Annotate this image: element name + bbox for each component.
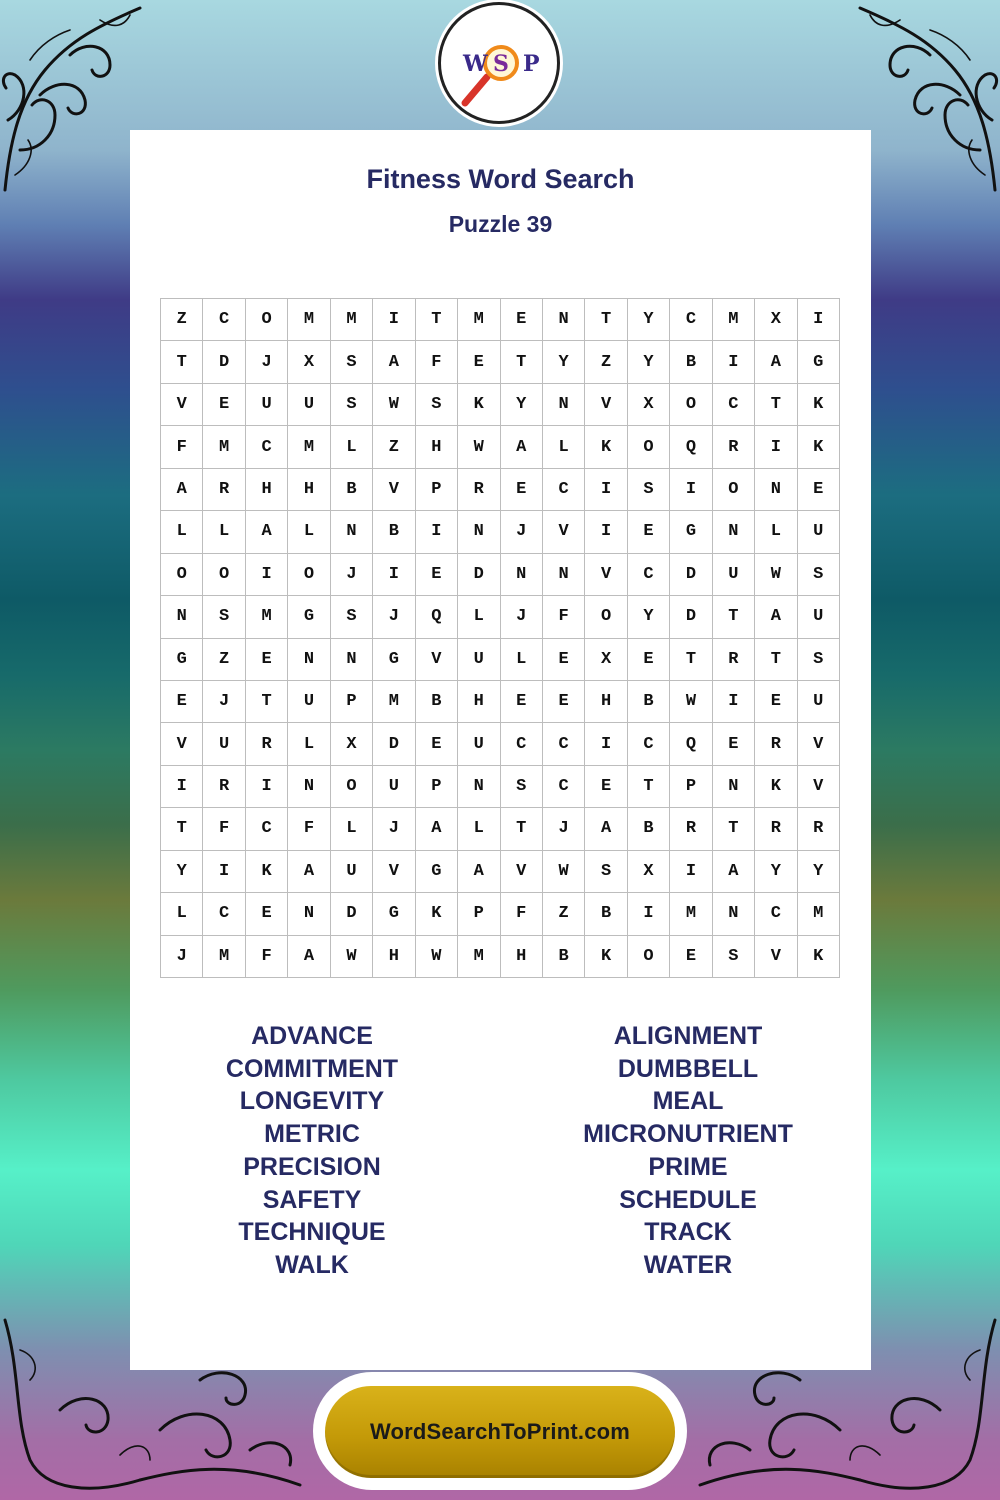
word-list-item: DUMBBELL — [617, 1054, 759, 1083]
grid-cell[interactable]: J — [501, 511, 543, 553]
grid-cell[interactable]: W — [331, 936, 373, 978]
grid-cell[interactable]: R — [798, 808, 840, 850]
grid-cell[interactable]: A — [755, 596, 797, 638]
grid-cell[interactable]: O — [203, 554, 245, 596]
grid-cell[interactable]: O — [713, 469, 755, 511]
grid-cell[interactable]: N — [713, 511, 755, 553]
grid-cell[interactable]: K — [585, 426, 627, 468]
grid-cell[interactable]: T — [755, 384, 797, 426]
grid-cell[interactable]: A — [713, 851, 755, 893]
grid-cell[interactable]: I — [755, 426, 797, 468]
grid-cell[interactable]: T — [161, 808, 203, 850]
grid-cell[interactable]: R — [203, 766, 245, 808]
word-list-item: PRIME — [648, 1152, 728, 1181]
ornament-top-left — [0, 0, 150, 210]
grid-cell[interactable]: E — [585, 766, 627, 808]
grid-cell[interactable]: I — [203, 851, 245, 893]
grid-cell[interactable]: Y — [755, 851, 797, 893]
grid-cell[interactable]: P — [416, 766, 458, 808]
grid-cell[interactable]: C — [543, 469, 585, 511]
grid-cell[interactable]: T — [501, 808, 543, 850]
grid-cell[interactable]: C — [203, 893, 245, 935]
grid-cell[interactable]: N — [543, 554, 585, 596]
grid-cell[interactable]: T — [501, 341, 543, 383]
grid-cell[interactable]: H — [288, 469, 330, 511]
grid-cell[interactable]: X — [628, 384, 670, 426]
grid-cell[interactable]: L — [288, 723, 330, 765]
grid-cell[interactable]: R — [246, 723, 288, 765]
grid-cell[interactable]: M — [331, 299, 373, 341]
grid-cell[interactable]: Y — [161, 851, 203, 893]
grid-cell[interactable]: T — [161, 341, 203, 383]
website-link-button[interactable]: WordSearchToPrint.com — [325, 1386, 675, 1478]
grid-cell[interactable]: F — [501, 893, 543, 935]
grid-cell[interactable]: L — [331, 808, 373, 850]
grid-cell[interactable]: E — [543, 681, 585, 723]
grid-cell[interactable]: A — [755, 341, 797, 383]
grid-cell[interactable]: L — [458, 596, 500, 638]
grid-cell[interactable]: R — [713, 426, 755, 468]
grid-cell[interactable]: L — [161, 511, 203, 553]
grid-cell[interactable]: I — [246, 766, 288, 808]
grid-cell[interactable]: T — [713, 808, 755, 850]
grid-cell[interactable]: E — [458, 341, 500, 383]
grid-cell[interactable]: I — [585, 469, 627, 511]
word-list-item: METRIC — [264, 1120, 360, 1149]
grid-cell[interactable]: M — [798, 893, 840, 935]
grid-cell[interactable]: M — [458, 299, 500, 341]
grid-cell[interactable]: L — [543, 426, 585, 468]
grid-cell[interactable]: T — [585, 299, 627, 341]
grid-cell[interactable]: P — [331, 681, 373, 723]
grid-cell[interactable]: C — [543, 766, 585, 808]
grid-cell[interactable]: A — [161, 469, 203, 511]
grid-cell[interactable]: G — [416, 851, 458, 893]
grid-cell[interactable]: Q — [416, 596, 458, 638]
grid-cell[interactable]: N — [331, 511, 373, 553]
grid-cell[interactable]: S — [501, 766, 543, 808]
grid-cell[interactable]: E — [246, 893, 288, 935]
grid-cell[interactable]: O — [628, 426, 670, 468]
word-list-item: ADVANCE — [251, 1022, 373, 1050]
grid-cell[interactable]: E — [755, 681, 797, 723]
grid-cell[interactable]: P — [458, 893, 500, 935]
grid-cell[interactable]: Z — [203, 639, 245, 681]
grid-cell[interactable]: Y — [628, 299, 670, 341]
grid-cell[interactable]: C — [501, 723, 543, 765]
grid-cell[interactable]: N — [458, 766, 500, 808]
grid-cell[interactable]: W — [755, 554, 797, 596]
grid-cell[interactable]: N — [161, 596, 203, 638]
grid-cell[interactable]: X — [331, 723, 373, 765]
grid-cell[interactable]: P — [416, 469, 458, 511]
logo-letter-w: W — [463, 51, 488, 77]
grid-cell[interactable]: P — [670, 766, 712, 808]
grid-cell[interactable]: J — [161, 936, 203, 978]
logo-letter-s: S — [493, 51, 509, 77]
grid-cell[interactable]: I — [670, 469, 712, 511]
grid-cell[interactable]: E — [501, 299, 543, 341]
grid-cell[interactable]: O — [161, 554, 203, 596]
grid-cell[interactable]: C — [246, 808, 288, 850]
grid-cell[interactable]: I — [670, 851, 712, 893]
grid-cell[interactable]: G — [161, 639, 203, 681]
grid-cell[interactable]: L — [161, 893, 203, 935]
grid-cell[interactable]: M — [288, 299, 330, 341]
grid-cell[interactable]: Q — [670, 723, 712, 765]
grid-cell[interactable]: C — [628, 723, 670, 765]
grid-cell[interactable]: I — [713, 341, 755, 383]
grid-cell[interactable]: M — [203, 426, 245, 468]
grid-cell[interactable]: L — [288, 511, 330, 553]
ornament-top-right — [850, 0, 1000, 210]
grid-cell[interactable]: N — [458, 511, 500, 553]
grid-cell[interactable]: S — [798, 639, 840, 681]
grid-cell[interactable]: K — [416, 893, 458, 935]
word-list-item: WALK — [275, 1250, 349, 1279]
grid-cell[interactable]: K — [246, 851, 288, 893]
grid-cell[interactable]: I — [373, 299, 415, 341]
logo-letter-p: P — [523, 51, 540, 77]
grid-cell[interactable]: U — [288, 681, 330, 723]
grid-cell[interactable]: L — [331, 426, 373, 468]
grid-cell[interactable]: T — [670, 639, 712, 681]
grid-cell[interactable]: E — [628, 511, 670, 553]
word-list-item: TRACK — [644, 1218, 732, 1247]
grid-cell[interactable]: A — [373, 341, 415, 383]
grid-cell[interactable]: M — [203, 936, 245, 978]
grid-cell[interactable]: N — [331, 639, 373, 681]
word-list-item: SAFETY — [262, 1185, 362, 1214]
grid-cell[interactable]: W — [416, 936, 458, 978]
grid-cell[interactable]: C — [755, 893, 797, 935]
grid-cell[interactable]: E — [416, 554, 458, 596]
grid-cell[interactable]: F — [416, 341, 458, 383]
grid-cell[interactable]: N — [288, 766, 330, 808]
grid-cell[interactable]: K — [798, 936, 840, 978]
grid-cell[interactable]: U — [203, 723, 245, 765]
grid-cell[interactable]: H — [585, 681, 627, 723]
grid-cell[interactable]: U — [798, 681, 840, 723]
grid-cell[interactable]: V — [161, 723, 203, 765]
grid-cell[interactable]: J — [203, 681, 245, 723]
grid-cell[interactable]: R — [670, 808, 712, 850]
grid-cell[interactable]: F — [161, 426, 203, 468]
grid-cell[interactable]: O — [288, 554, 330, 596]
grid-cell[interactable]: U — [331, 851, 373, 893]
word-list-item: TECHNIQUE — [238, 1218, 386, 1247]
grid-cell[interactable]: W — [670, 681, 712, 723]
grid-cell[interactable]: M — [458, 936, 500, 978]
grid-cell[interactable]: E — [628, 639, 670, 681]
grid-cell[interactable]: W — [543, 851, 585, 893]
grid-cell[interactable]: A — [288, 851, 330, 893]
grid-cell[interactable]: U — [798, 511, 840, 553]
grid-cell[interactable]: Y — [543, 341, 585, 383]
grid-cell[interactable]: E — [713, 723, 755, 765]
grid-cell[interactable]: J — [543, 808, 585, 850]
grid-cell[interactable]: C — [628, 554, 670, 596]
grid-cell[interactable]: O — [246, 299, 288, 341]
grid-cell[interactable]: C — [543, 723, 585, 765]
grid-cell[interactable]: A — [288, 936, 330, 978]
grid-cell[interactable]: B — [670, 341, 712, 383]
grid-cell[interactable]: B — [628, 808, 670, 850]
grid-cell[interactable]: I — [798, 299, 840, 341]
grid-cell[interactable]: M — [670, 893, 712, 935]
grid-cell[interactable]: I — [161, 766, 203, 808]
site-logo[interactable] — [438, 2, 560, 124]
grid-cell[interactable]: T — [755, 639, 797, 681]
grid-cell[interactable]: Z — [543, 893, 585, 935]
grid-cell[interactable]: T — [416, 299, 458, 341]
grid-cell[interactable]: T — [713, 596, 755, 638]
grid-cell[interactable]: M — [373, 681, 415, 723]
grid-cell[interactable]: V — [416, 639, 458, 681]
grid-cell[interactable]: K — [798, 426, 840, 468]
grid-cell[interactable]: G — [670, 511, 712, 553]
grid-cell[interactable]: I — [416, 511, 458, 553]
grid-cell[interactable]: C — [670, 299, 712, 341]
grid-cell[interactable]: N — [713, 766, 755, 808]
grid-cell[interactable]: N — [501, 554, 543, 596]
word-list-right — [538, 1020, 838, 1282]
grid-cell[interactable]: U — [288, 384, 330, 426]
grid-cell[interactable]: E — [501, 681, 543, 723]
grid-cell[interactable]: V — [373, 469, 415, 511]
grid-cell[interactable]: K — [755, 766, 797, 808]
grid-cell[interactable]: X — [755, 299, 797, 341]
grid-cell[interactable]: M — [288, 426, 330, 468]
grid-cell[interactable]: E — [416, 723, 458, 765]
word-list-item: WATER — [643, 1250, 733, 1279]
grid-cell[interactable]: O — [628, 936, 670, 978]
grid-cell[interactable]: D — [203, 341, 245, 383]
grid-cell[interactable]: Z — [161, 299, 203, 341]
grid-cell[interactable]: Z — [373, 426, 415, 468]
grid-cell[interactable]: J — [246, 341, 288, 383]
grid-cell[interactable]: R — [203, 469, 245, 511]
grid-cell[interactable]: R — [755, 808, 797, 850]
grid-cell[interactable]: M — [246, 596, 288, 638]
grid-cell[interactable]: J — [501, 596, 543, 638]
grid-cell[interactable]: Z — [585, 341, 627, 383]
grid-cell[interactable]: J — [331, 554, 373, 596]
grid-cell[interactable]: H — [501, 936, 543, 978]
grid-cell[interactable]: W — [373, 384, 415, 426]
word-list-item: COMMITMENT — [225, 1054, 399, 1083]
grid-cell[interactable]: D — [670, 554, 712, 596]
grid-cell[interactable]: Y — [798, 851, 840, 893]
grid-cell[interactable]: I — [713, 681, 755, 723]
grid-cell[interactable]: E — [203, 384, 245, 426]
grid-cell[interactable]: B — [373, 511, 415, 553]
puzzle-number: Puzzle 39 — [448, 211, 553, 237]
grid-cell[interactable]: G — [288, 596, 330, 638]
grid-cell[interactable]: F — [288, 808, 330, 850]
grid-cell[interactable]: V — [373, 851, 415, 893]
grid-cell[interactable]: L — [458, 808, 500, 850]
grid-cell[interactable]: E — [798, 469, 840, 511]
grid-cell[interactable]: E — [543, 639, 585, 681]
grid-cell[interactable]: O — [331, 766, 373, 808]
grid-cell[interactable]: K — [458, 384, 500, 426]
grid-cell[interactable]: G — [798, 341, 840, 383]
grid-cell[interactable]: A — [246, 511, 288, 553]
grid-cell[interactable]: D — [670, 596, 712, 638]
grid-cell[interactable]: T — [628, 766, 670, 808]
grid-cell[interactable]: C — [203, 299, 245, 341]
grid-cell[interactable]: N — [543, 384, 585, 426]
grid-cell[interactable]: A — [416, 808, 458, 850]
grid-cell[interactable]: V — [585, 554, 627, 596]
grid-cell[interactable]: R — [458, 469, 500, 511]
grid-cell[interactable]: M — [713, 299, 755, 341]
grid-cell[interactable]: V — [585, 384, 627, 426]
grid-cell[interactable]: U — [373, 766, 415, 808]
grid-cell[interactable]: H — [458, 681, 500, 723]
word-list-item: MICRONUTRIENT — [583, 1120, 793, 1149]
grid-cell[interactable]: V — [755, 936, 797, 978]
grid-cell[interactable]: A — [458, 851, 500, 893]
grid-cell[interactable]: U — [458, 723, 500, 765]
grid-cell[interactable]: S — [628, 469, 670, 511]
grid-cell[interactable]: S — [203, 596, 245, 638]
grid-cell[interactable]: U — [798, 596, 840, 638]
grid-cell[interactable]: V — [501, 851, 543, 893]
grid-cell[interactable]: X — [628, 851, 670, 893]
word-list-item: MEAL — [652, 1087, 724, 1116]
grid-cell[interactable]: H — [416, 426, 458, 468]
grid-cell[interactable]: K — [798, 384, 840, 426]
grid-cell[interactable]: O — [585, 596, 627, 638]
grid-cell[interactable]: V — [161, 384, 203, 426]
grid-cell[interactable]: S — [798, 554, 840, 596]
grid-cell[interactable]: S — [585, 851, 627, 893]
grid-cell[interactable]: N — [713, 893, 755, 935]
grid-cell[interactable]: Q — [670, 426, 712, 468]
grid-cell[interactable]: N — [288, 639, 330, 681]
grid-cell[interactable]: C — [713, 384, 755, 426]
grid-cell[interactable]: E — [501, 469, 543, 511]
grid-cell[interactable]: B — [331, 469, 373, 511]
grid-cell[interactable]: A — [585, 808, 627, 850]
grid-cell[interactable]: H — [373, 936, 415, 978]
grid-cell[interactable]: S — [416, 384, 458, 426]
grid-cell[interactable]: U — [713, 554, 755, 596]
grid-cell[interactable]: W — [458, 426, 500, 468]
grid-cell[interactable]: S — [331, 596, 373, 638]
grid-cell[interactable]: I — [373, 554, 415, 596]
grid-cell[interactable]: E — [670, 936, 712, 978]
grid-cell[interactable]: O — [670, 384, 712, 426]
grid-cell[interactable]: I — [585, 723, 627, 765]
grid-cell[interactable]: H — [246, 469, 288, 511]
grid-cell[interactable]: V — [798, 766, 840, 808]
grid-cell[interactable]: T — [246, 681, 288, 723]
grid-cell[interactable]: R — [755, 723, 797, 765]
letter-grid — [160, 298, 840, 978]
grid-cell[interactable]: I — [585, 511, 627, 553]
grid-cell[interactable]: L — [755, 511, 797, 553]
magnifier-icon — [441, 5, 557, 121]
grid-cell[interactable]: U — [458, 639, 500, 681]
grid-cell[interactable]: S — [331, 341, 373, 383]
grid-cell[interactable]: E — [161, 681, 203, 723]
grid-cell[interactable]: R — [713, 639, 755, 681]
grid-cell[interactable]: Y — [628, 341, 670, 383]
grid-cell[interactable]: F — [246, 936, 288, 978]
grid-cell[interactable]: Y — [628, 596, 670, 638]
grid-cell[interactable]: D — [373, 723, 415, 765]
word-list-left — [162, 1020, 462, 1282]
grid-cell[interactable]: S — [331, 384, 373, 426]
word-list-item: PRECISION — [243, 1152, 381, 1181]
grid-cell[interactable]: G — [373, 893, 415, 935]
grid-cell[interactable]: C — [246, 426, 288, 468]
grid-cell[interactable]: X — [585, 639, 627, 681]
grid-cell[interactable]: B — [628, 681, 670, 723]
grid-cell[interactable]: K — [585, 936, 627, 978]
grid-cell[interactable]: D — [331, 893, 373, 935]
grid-cell[interactable]: J — [373, 596, 415, 638]
grid-cell[interactable]: A — [501, 426, 543, 468]
grid-cell[interactable]: I — [628, 893, 670, 935]
grid-cell[interactable]: L — [501, 639, 543, 681]
grid-cell[interactable]: I — [246, 554, 288, 596]
grid-cell[interactable]: S — [713, 936, 755, 978]
grid-cell[interactable]: N — [543, 299, 585, 341]
word-list-item: LONGEVITY — [239, 1087, 385, 1116]
grid-cell[interactable]: B — [585, 893, 627, 935]
word-list-item: ALIGNMENT — [613, 1022, 763, 1050]
word-list-item: SCHEDULE — [619, 1185, 757, 1214]
grid-cell[interactable]: V — [798, 723, 840, 765]
grid-cell[interactable]: E — [246, 639, 288, 681]
grid-cell[interactable]: D — [458, 554, 500, 596]
grid-cell[interactable]: F — [203, 808, 245, 850]
grid-cell[interactable]: N — [288, 893, 330, 935]
grid-cell[interactable]: G — [373, 639, 415, 681]
grid-cell[interactable]: V — [543, 511, 585, 553]
grid-cell[interactable]: F — [543, 596, 585, 638]
grid-cell[interactable]: X — [288, 341, 330, 383]
grid-cell[interactable]: B — [416, 681, 458, 723]
grid-cell[interactable]: B — [543, 936, 585, 978]
grid-cell[interactable]: U — [246, 384, 288, 426]
puzzle-title: Fitness Word Search — [366, 164, 635, 194]
grid-cell[interactable]: L — [203, 511, 245, 553]
grid-cell[interactable]: N — [755, 469, 797, 511]
grid-cell[interactable]: Y — [501, 384, 543, 426]
grid-cell[interactable]: J — [373, 808, 415, 850]
